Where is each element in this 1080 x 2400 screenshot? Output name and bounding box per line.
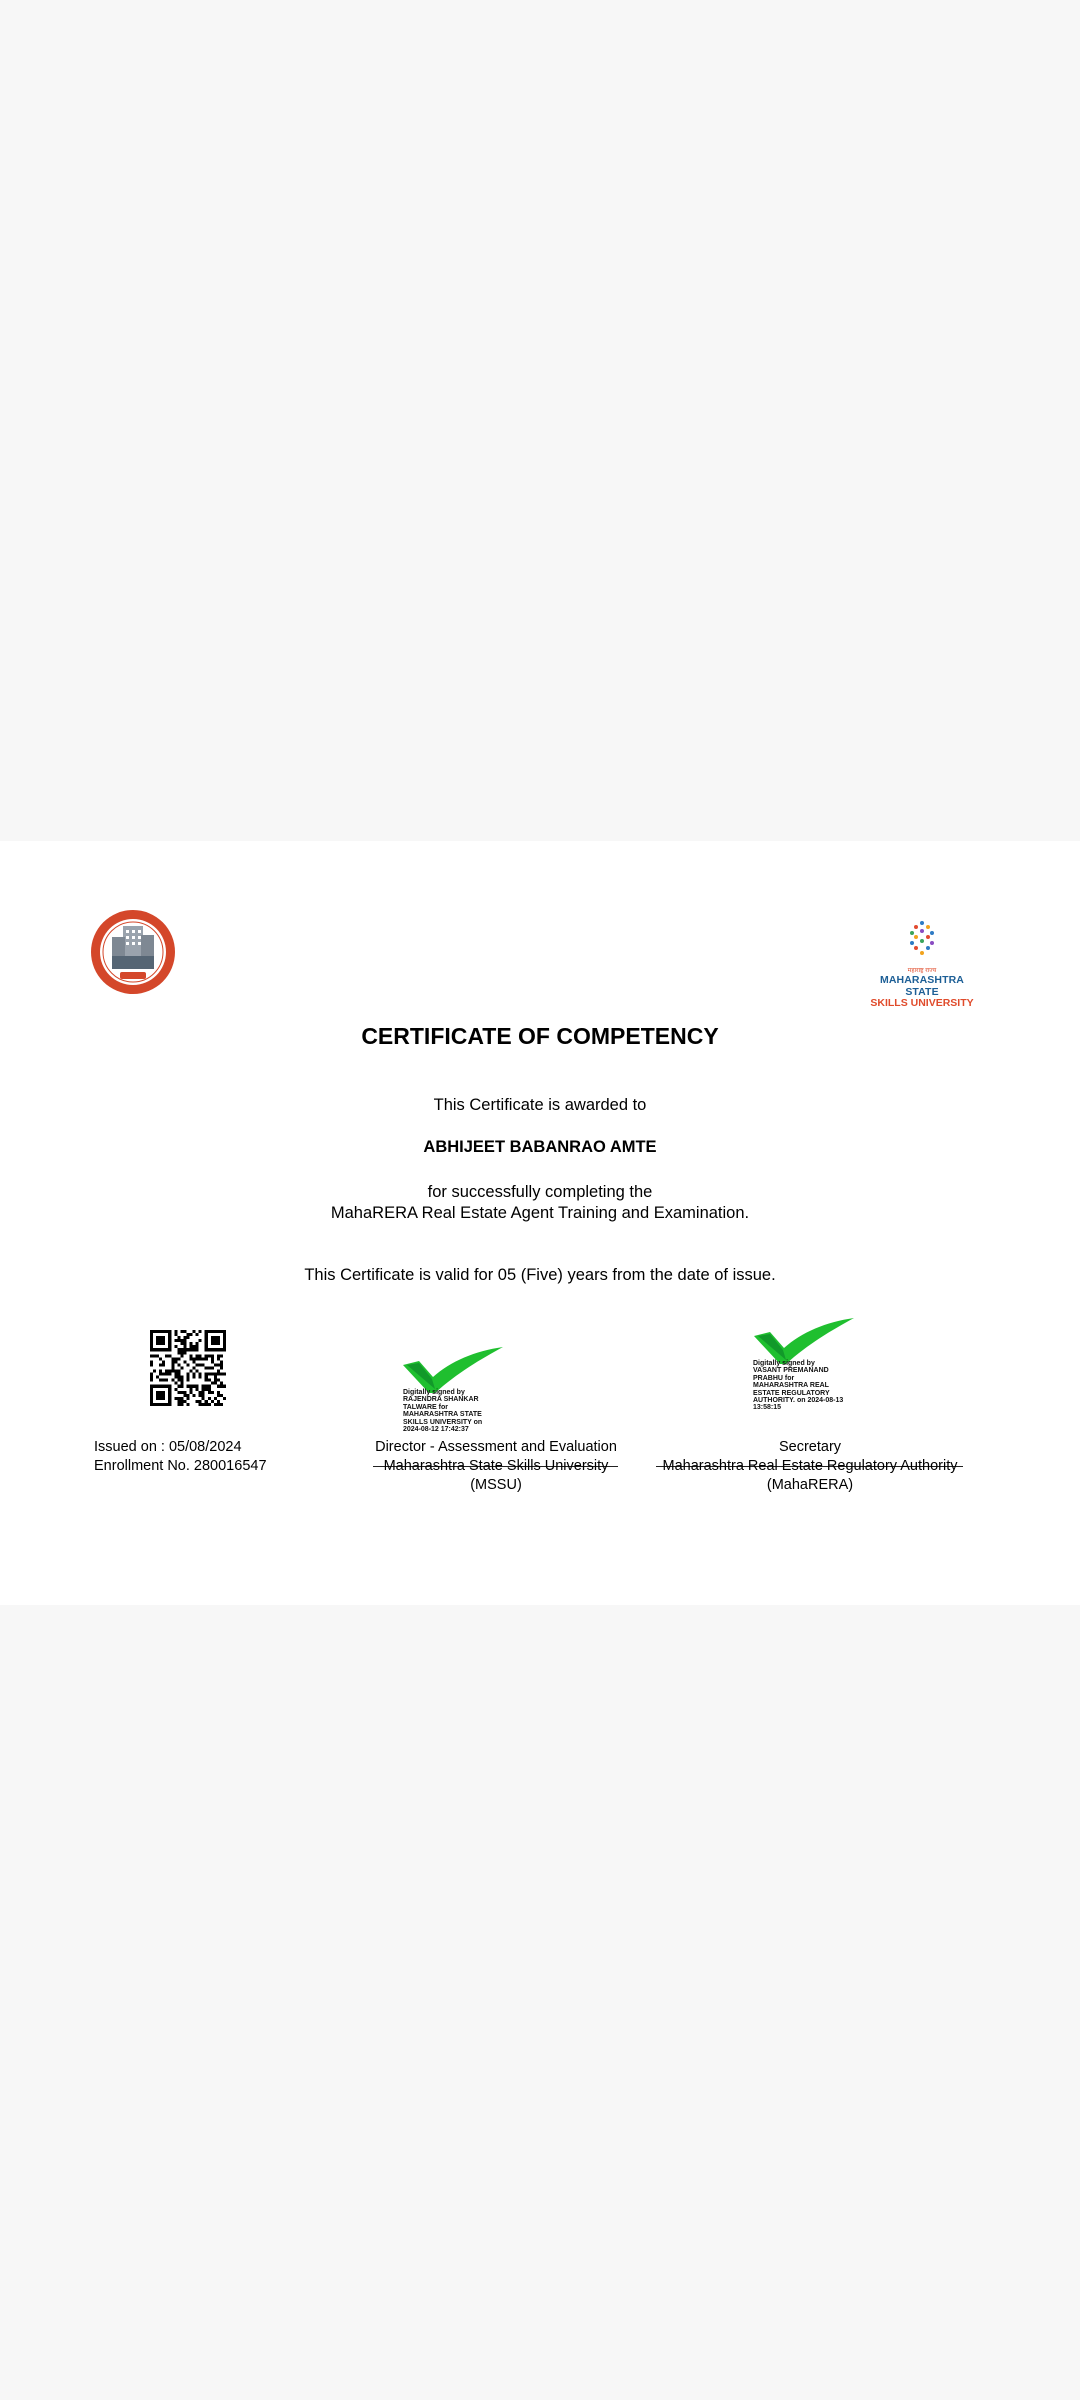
- enrollment-number: Enrollment No. 280016547: [94, 1458, 267, 1474]
- mssu-logo: [866, 919, 978, 1009]
- role-title: Secretary: [778, 1439, 842, 1455]
- stamp-line: AUTHORITY. on 2024-08-13: [753, 1397, 844, 1405]
- completion-line1: for successfully completing the: [427, 1183, 653, 1201]
- validity-text: This Certificate is valid for 05 (Five) years from the date of issue.: [304, 1266, 776, 1284]
- signature-stamp-right: [753, 1360, 863, 1412]
- stamp-line: TALWARE for: [403, 1403, 448, 1411]
- completion-line2: MahaRERA Real Estate Agent Training and Examination.: [330, 1204, 750, 1222]
- signature-stamp-left: [403, 1389, 503, 1433]
- certificate-page: [0, 841, 1080, 1605]
- stamp-line: MAHARASHTRA STATE: [403, 1411, 482, 1419]
- stamp-line: 2024-08-12 17:42:37: [403, 1426, 469, 1434]
- issued-on: Issued on : 05/08/2024: [94, 1439, 242, 1455]
- awarded-text: This Certificate is awarded to: [433, 1096, 647, 1114]
- completion-text: [0, 1182, 1080, 1224]
- stamp-line: 13:58:15: [753, 1404, 782, 1412]
- maharera-logo: [90, 909, 176, 995]
- mssu-name-line2: SKILLS UNIVERSITY: [870, 997, 974, 1009]
- signatory-role-left: [340, 1438, 652, 1495]
- stamp-line: Digitally signed by: [403, 1389, 465, 1396]
- stamp-line: ESTATE REGULATORY: [753, 1389, 830, 1397]
- certificate-title: CERTIFICATE OF COMPETENCY: [361, 1023, 719, 1049]
- role-organization: Maharashtra State Skills University: [383, 1458, 609, 1474]
- stamp-line: RAJENDRA SHANKAR: [403, 1396, 479, 1404]
- stamp-line: PRABHU for: [753, 1374, 795, 1382]
- mssu-devanagari: महाराष्ट्र राज्य: [907, 968, 937, 974]
- mssu-dots-icon: [902, 919, 942, 959]
- role-title: Director - Assessment and Evaluation: [375, 1439, 617, 1455]
- stamp-line: MAHARASHTRA REAL: [753, 1382, 829, 1390]
- signatory-role-right: [640, 1438, 980, 1495]
- role-abbreviation: (MahaRERA): [766, 1477, 854, 1493]
- issue-info: [94, 1438, 267, 1476]
- stamp-line: Digitally signed by: [753, 1360, 815, 1367]
- recipient-name: ABHIJEET BABANRAO AMTE: [423, 1138, 657, 1156]
- qr-code-icon: [150, 1330, 226, 1406]
- stamp-line: VASANT PREMANAND: [753, 1367, 829, 1375]
- role-organization: Maharashtra Real Estate Regulatory Authority: [662, 1458, 958, 1474]
- stamp-line: SKILLS UNIVERSITY on: [403, 1418, 483, 1426]
- mssu-name-line1: MAHARASHTRA STATE: [880, 974, 964, 998]
- role-abbreviation: (MSSU): [470, 1477, 522, 1493]
